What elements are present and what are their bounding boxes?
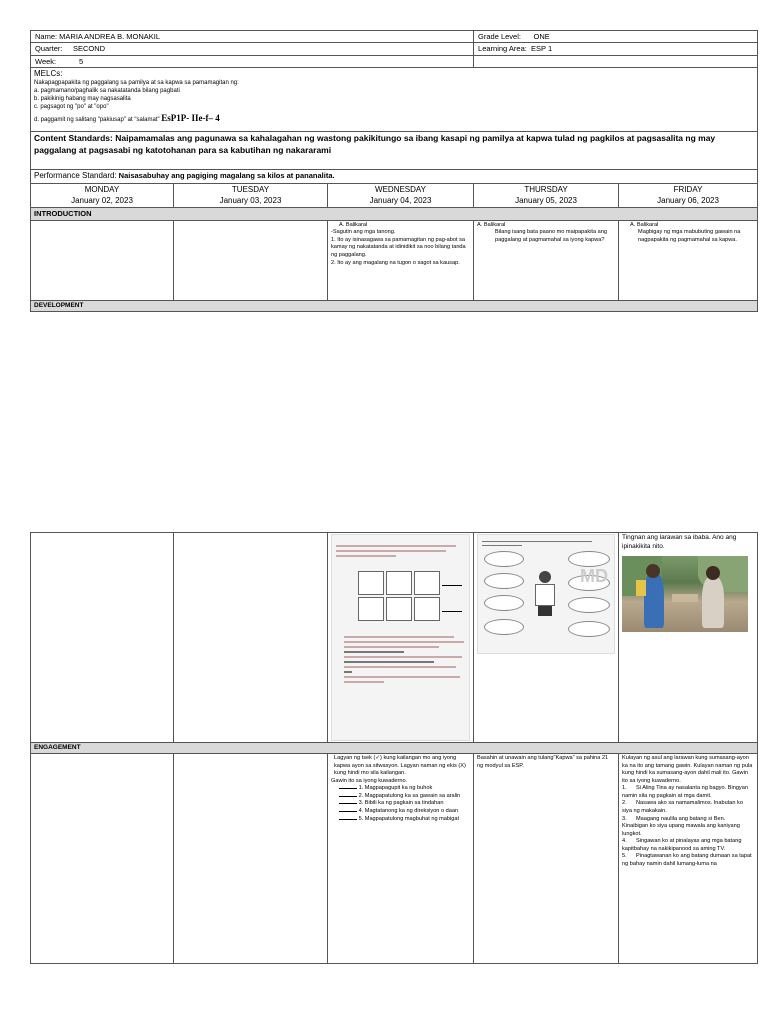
teacher-name: Name: MARIA ANDREA B. MONAKIL (31, 31, 474, 43)
dll-activities-table (30, 532, 758, 964)
week-empty (474, 55, 758, 67)
eng-tuesday (174, 754, 328, 964)
worksheet-image (331, 534, 470, 741)
eng-friday: Kulayan ng asul ang larawan kung sumasang-ayon ka na ito ang tamang gawin. Kulayan naman ng pula kung hindi ka sumasang-ayon dahil mali ito. Gawin ito sa iyong kuwaderno. 1. Si Aling Tina ay nasalanta ng bagyo. Bingyan namin sila ng pagkain at mga damit. 2. Nasawa ako sa namamalimos. Inabutan ko siya ng makakain. 3. Maagang naulila ang batang si Ben. Kinaibigan ko siya upang mawala ang kaniyang lungkot. 4. Singawan ko at pinalayas ang mga batang kapitbahay na nakikipanood sa aming TV. 5. Pinagtawanan ko ang batang dumaan sa tapat ng bahay namin dahil lumang-luma na (619, 754, 758, 964)
dev-friday (619, 533, 758, 743)
day-friday: FRIDAY January 06, 2023 (619, 183, 758, 208)
quarter: Quarter: SECOND (31, 43, 474, 55)
melcs-intro: Nakapagpapakita ng paggalang sa pamilya at sa kapwa sa pamamagitan ng: (34, 80, 239, 87)
performance-standard-label: Performance Standard: (34, 171, 117, 181)
melcs-item-d: d. paggamit ng salitang "pakiusap" at "salamat" EsP1P- IIe-f– 4 (34, 112, 220, 123)
child-figure-icon (534, 571, 556, 617)
melcs-item-b: b. pakikinig habang may nagsasalita (34, 96, 131, 103)
section-engagement: ENGAGEMENT (31, 743, 758, 754)
dev-friday-text: Tingnan ang larawan sa ibaba. Ano ang ipinakikita nito. (622, 534, 737, 550)
dll-header-table (30, 30, 758, 312)
children-photo (622, 556, 748, 632)
dev-wednesday (328, 533, 474, 743)
dev-thursday (474, 533, 619, 743)
eng-monday (31, 754, 174, 964)
bubble-diagram-image: MD (477, 534, 615, 654)
section-development: DEVELOPMENT (31, 300, 758, 311)
dev-monday (31, 533, 174, 743)
eng-thursday: Basahin at unawain ang tulang"Kapwa" sa pahina 21 ng modyul sa ESP. (474, 754, 619, 964)
worksheet-text-lines (340, 633, 463, 686)
melcs-item-c: c. pagsagot ng "po" at "opo" (34, 104, 109, 111)
grade-level: Grade Level: ONE (474, 31, 758, 43)
top-block (30, 30, 757, 312)
section-introduction: INTRODUCTION (31, 208, 758, 220)
intro-monday (31, 220, 174, 300)
melc-code: EsP1P- IIe-f– 4 (161, 112, 220, 123)
performance-standard (31, 170, 758, 184)
content-standards (31, 132, 758, 170)
intro-tuesday (174, 220, 328, 300)
content-standards-label: Content Standards: (34, 133, 113, 144)
melcs-title: MELCs: (34, 69, 63, 79)
performance-standard-text: Naisasabuhay ang pagiging magalang sa kilos at pananalita. (118, 171, 335, 181)
day-thursday: THURSDAY January 05, 2023 (474, 183, 619, 208)
intro-wednesday: A. Balikaral -Sagutin ang mga tanong. 1. Ito ay isinasagawa sa pamamagitan ng pag-abot sa kamay ng nakatatanda at idinidikit sa noo bilang tanda ng paggalang. 2. Ito ay ang magalang na tugon o sagot sa kausap. (328, 220, 474, 300)
intro-thursday: A. Balikaral Bilang isang bata paano mo maipapakita ang paggalang at pagmamahal sa iyong kapwa? (474, 220, 619, 300)
day-wednesday: WEDNESDAY January 04, 2023 (328, 183, 474, 208)
content-standards-text: Naipamamalas ang pagunawa sa kahalagahan ng wastong pakikitungo sa ibang kasapi ng pamilya at kapwa tulad ng pagkilos at pagsasalita ng may paggalang at pagsasabi ng katotohanan para sa kabutihan ng nakararami (34, 133, 716, 155)
melcs-cell (31, 68, 758, 132)
bottom-block (30, 532, 757, 964)
melcs-item-a: a. pagmamano/paghalik sa nakatatanda bilang pagbati (34, 88, 180, 95)
day-tuesday: TUESDAY January 03, 2023 (174, 183, 328, 208)
intro-friday: A. Balikaral Magbigay ng mga mabubuting gawain na nagpapakita ng pagmamahal sa kapwa. (619, 220, 758, 300)
day-monday: MONDAY January 02, 2023 (31, 183, 174, 208)
dev-tuesday (174, 533, 328, 743)
week: Week: 5 (31, 55, 474, 67)
eng-wednesday: Lagyan ng tsek (✓) kung kailangan mo ang iyong kapwa ayon sa sitwasyon. Lagyan naman ng ekis (X) kung hindi mo sila kailangan. Gawin ito sa iyong kuwaderno. 1. Magpapagupit ka ng buhok 2. Magpapatulong ka sa gawain sa aralin 3. Bibili ka ng pagkain sa tindahan 4. Magtatanong ka ng direksiyon o daan 5. Magpapatulong magbuhat ng mabigat (328, 754, 474, 964)
learning-area: Learning Area: ESP 1 (474, 43, 758, 55)
worksheet-pictures (338, 571, 466, 623)
